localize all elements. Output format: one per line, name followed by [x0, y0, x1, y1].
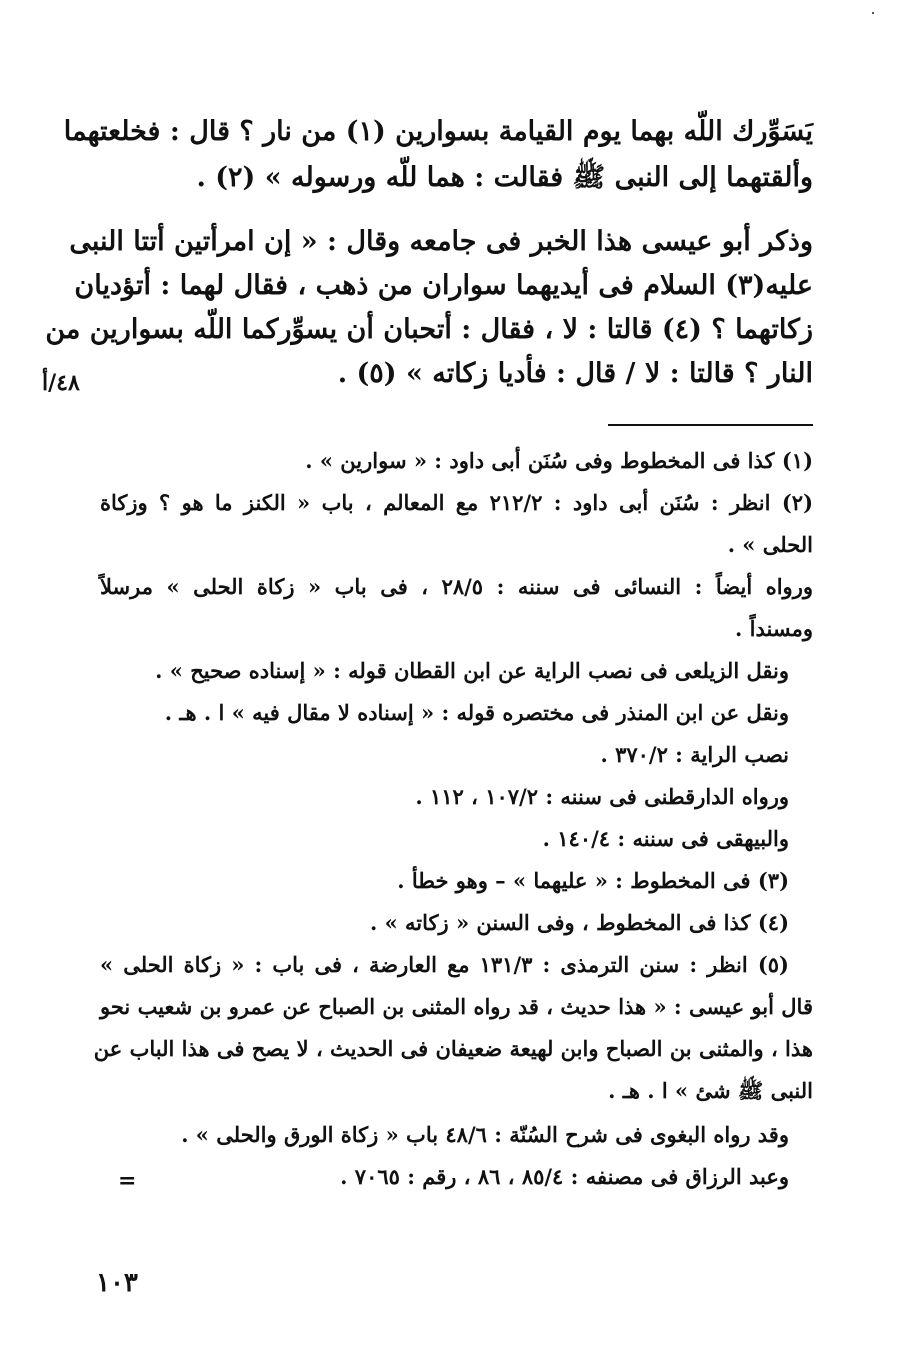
footnote-2-line-2: الحلى » . [727, 532, 813, 557]
footnote-2-line-6: ونقل عن ابن المنذر فى مختصره قوله : « إسناده لا مقال فيه » ا . هـ . [164, 700, 789, 725]
body-line-4: عليه(٣) السلام فى أيديهما سواران من ذهب ، فقال لهما : أتؤديان [74, 270, 813, 301]
footnote-4: (٤) كذا فى المخطوط ، وفى السنن « زكاته » . [369, 910, 789, 935]
page-number: ١٠٣ [96, 1268, 138, 1298]
body-line-6: النار ؟ قالتا : لا / قال : فأديا زكاته » (٥) . [337, 358, 813, 389]
scan-speck [872, 12, 874, 14]
body-line-1: يَسَوِّرك اللّه بهما يوم القيامة بسوارين (١) من نار ؟ قال : فخلعتهما [63, 116, 813, 147]
footnote-3: (٣) فى المخطوط : « عليهما » – وهو خطأ . [397, 868, 789, 893]
body-line-3: وذكر أبو عيسى هذا الخبر فى جامعه وقال : « إن امرأتين أتتا النبى [69, 226, 813, 257]
body-line-2: وألقتهما إلى النبى ﷺ فقالت : هما للّه ورسوله » (٢) . [196, 162, 813, 193]
footnote-2-line-9: والبيهقى فى سننه : ١٤٠/٤ . [542, 826, 789, 851]
footnote-continuation-mark: = [118, 1168, 137, 1194]
footnote-1: (١) كذا فى المخطوط وفى سُنَن أبى داود : « سوارين » . [305, 448, 813, 473]
footnote-2-line-3: ورواه أيضاً : النسائى فى سننه : ٢٨/٥ ، فى باب « زكاة الحلى » مرسلاً [100, 574, 813, 599]
footnote-2-line-7: نصب الراية : ٣٧٠/٢ . [600, 742, 789, 767]
footnote-5-line-6: وعبد الرزاق فى مصنفه : ٨٥/٤ ، ٨٦ ، رقم : ٧٠٦٥ . [340, 1164, 789, 1189]
footnote-2-line-5: ونقل الزيلعى فى نصب الراية عن ابن القطان قوله : « إسناده صحيح » . [155, 658, 789, 683]
footnote-5-line-2: قال أبو عيسى : « هذا حديث ، قد رواه المثنى بن الصباح عن عمرو بن شعيب نحو [100, 994, 813, 1019]
footnote-2-line-1: (٢) انظر : سُنَن أبى داود : ٢١٢/٢ مع المعالم ، باب « الكنز ما هو ؟ وزكاة [100, 490, 813, 515]
footnote-2-line-8: ورواه الدارقطنى فى سننه : ١٠٧/٢ ، ١١٢ . [415, 784, 789, 809]
footnote-5-line-5: وقد رواه البغوى فى شرح السُنّة : ٤٨/٦ باب « زكاة الورق والحلى » . [181, 1122, 789, 1147]
footnote-2-line-4: ومسنداً . [735, 616, 813, 641]
footnote-5-line-4: النبى ﷺ شئ » ا . هـ . [608, 1078, 813, 1103]
footnote-separator [608, 424, 813, 426]
body-line-5: زكاتهما ؟ (٤) قالتا : لا ، فقال : أتحبان أن يسوِّركما اللّه بسوارين من [45, 314, 813, 345]
manuscript-folio-note: ٤٨/أ [42, 370, 80, 396]
footnote-5-line-3: هذا ، والمثنى بن الصباح وابن لهيعة ضعيفان فى الحديث ، لا يصح فى هذا الباب عن [93, 1036, 813, 1061]
footnote-5-line-1: (٥) انظر : سنن الترمذى : ١٣١/٣ مع العارضة ، فى باب : « زكاة الحلى » [100, 952, 789, 977]
